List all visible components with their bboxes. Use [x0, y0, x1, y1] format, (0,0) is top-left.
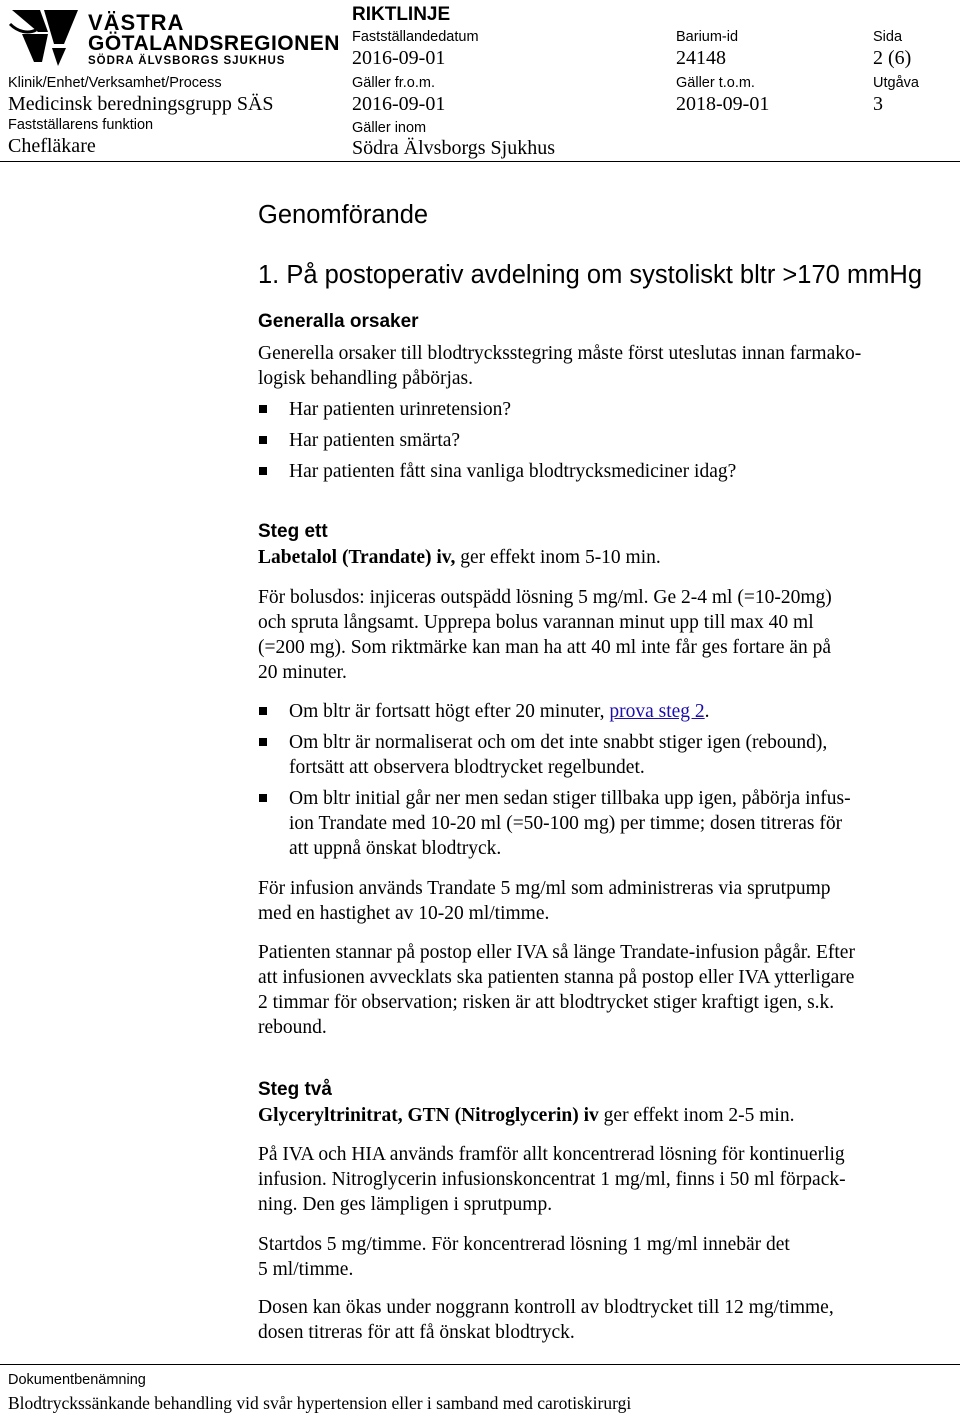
list-item — [258, 699, 851, 724]
list-item — [258, 459, 736, 484]
list-item-text-line3: att uppnå önskat blodtryck. — [289, 838, 502, 859]
list-item — [258, 786, 851, 861]
steg1-bullets — [258, 699, 851, 861]
header-divider — [0, 161, 960, 162]
infusion-line1: För infusion används Trandate 5 mg/ml som administreras via sprutpump — [258, 878, 831, 899]
bolus-line2: och spruta långsamt. Upprepa bolus varannan minut upp till max 40 ml — [258, 612, 814, 633]
section-heading-1: 1. På postoperativ avdelning om systoliskt bltr >170 mmHg — [258, 261, 923, 289]
barium-id: 24148 — [676, 47, 726, 69]
list-item-text: Om bltr är fortsatt högt efter 20 minuter, — [289, 701, 610, 722]
iva-line3: ning. Den ges lämpligen i sprutpump. — [258, 1194, 553, 1215]
heading-steg-tva: Steg två — [258, 1079, 332, 1100]
heading-steg-ett: Steg ett — [258, 521, 328, 542]
steg1-effect: ger effekt inom 5-10 min. — [455, 547, 661, 568]
label-utgava: Utgåva — [873, 75, 919, 91]
bolus-line4: 20 minuter. — [258, 662, 347, 683]
bolus-line1: För bolusdos: injiceras outspädd lösning 5 mg/ml. Ge 2-4 ml (=10-20mg) — [258, 587, 832, 608]
startdos-line2: 5 ml/timme. — [258, 1259, 354, 1280]
list-item-text: Har patienten fått sina vanliga blodtrycksmediciner idag? — [289, 461, 737, 482]
bullet-square-icon — [259, 436, 267, 444]
bullet-square-icon — [259, 794, 267, 802]
list-item-text-line2: fortsätt att observera blodtrycket regelbundet. — [289, 757, 645, 778]
bolus-line3: (=200 mg). Som riktmärke kan man ha att 40 ml inte får ges fortare än på — [258, 637, 832, 658]
stay-line3: 2 timmar för observation; risken är att blodtrycket stiger kraftigt igen, s.k. — [258, 992, 835, 1013]
bullet-square-icon — [259, 405, 267, 413]
logo-line1: VÄSTRA — [88, 10, 185, 35]
dose-line2: dosen titreras för att få önskat blodtryck. — [258, 1322, 575, 1343]
list-item — [258, 428, 736, 453]
logo-line2: GÖTALANDSREGIONEN — [88, 32, 340, 55]
list-item-text-end: . — [704, 701, 710, 722]
label-galler-from: Gäller fr.o.m. — [352, 75, 435, 91]
bullet-square-icon — [259, 707, 267, 715]
list-item — [258, 397, 736, 422]
list-item-text-line2: ion Trandate med 10-20 ml (=50-100 mg) per timme; dosen titreras för — [289, 813, 843, 834]
steg2-drug-line — [258, 1103, 794, 1128]
label-galler-tom: Gäller t.o.m. — [676, 75, 755, 91]
list-item-text-line1: Om bltr initial går ner men sedan stiger tillbaka upp igen, påbörja infus- — [289, 788, 851, 809]
region-logo-icon — [8, 4, 84, 70]
fastst-datum: 2016-09-01 — [352, 47, 446, 69]
logo — [8, 4, 340, 70]
steg1-drug: Labetalol (Trandate) iv, — [258, 547, 456, 568]
bullet-square-icon — [259, 738, 267, 746]
utgava: 3 — [873, 93, 883, 115]
sida: 2 (6) — [873, 47, 912, 69]
galler-from: 2016-09-01 — [352, 93, 446, 115]
dose-line1: Dosen kan ökas under noggrann kontroll av blodtrycket till 12 mg/timme, — [258, 1297, 834, 1318]
label-galler-inom: Gäller inom — [352, 120, 427, 136]
startdos-line1: Startdos 5 mg/timme. För koncentrerad lösning 1 mg/ml innebär det — [258, 1234, 790, 1255]
label-fastst-datum: Fastställandedatum — [352, 29, 479, 45]
galler-inom: Södra Älvsborgs Sjukhus — [352, 137, 555, 159]
label-funktion: Fastställarens funktion — [8, 117, 154, 133]
footer-doc-label: Dokumentbenämning — [8, 1372, 146, 1388]
stay-line2: att infusionen avvecklats ska patienten stanna på postop eller IVA ytterligare — [258, 967, 855, 988]
label-barium: Barium-id — [676, 29, 739, 45]
steg2-drug: Glyceryltrinitrat, GTN (Nitroglycerin) iv — [258, 1105, 599, 1126]
list-item — [258, 730, 851, 780]
steg2-effect: ger effekt inom 2-5 min. — [598, 1105, 795, 1126]
bullet-square-icon — [259, 467, 267, 475]
label-sida: Sida — [873, 29, 903, 45]
doc-type: RIKTLINJE — [352, 4, 451, 25]
stay-line4: rebound. — [258, 1017, 327, 1038]
list-item-text-line1: Om bltr är normaliserat och om det inte snabbt stiger igen (rebound), — [289, 732, 828, 753]
stay-line1: Patienten stannar på postop eller IVA så länge Trandate-infusion pågår. Efter — [258, 942, 855, 963]
prova-steg-2-link[interactable]: prova steg 2 — [609, 701, 705, 722]
funktion: Chefläkare — [8, 135, 96, 157]
footer-divider — [0, 1364, 960, 1365]
klinik: Medicinsk beredningsgrupp SÄS — [8, 93, 274, 115]
heading-generella-orsaker: Generalla orsaker — [258, 311, 419, 332]
iva-line2: infusion. Nitroglycerin infusionskoncentrat 1 mg/ml, finns i 50 ml förpack- — [258, 1169, 846, 1190]
generella-text-line2: logisk behandling påbörjas. — [258, 368, 474, 389]
generella-text-line1: Generella orsaker till blodtrycksstegring måste först uteslutas innan farmako- — [258, 343, 862, 364]
logo-line3: SÖDRA ÄLVSBORGS SJUKHUS — [88, 55, 286, 67]
infusion-line2: med en hastighet av 10-20 ml/timme. — [258, 903, 550, 924]
page-title: Genomförande — [258, 201, 429, 229]
galler-tom: 2018-09-01 — [676, 93, 770, 115]
footer-doc-name: Blodtryckssänkande behandling vid svår hypertension eller i samband med carotiskirurgi — [8, 1393, 632, 1413]
generella-bullets — [258, 397, 736, 484]
iva-line1: På IVA och HIA används framför allt koncentrerad lösning för kontinuerlig — [258, 1144, 845, 1165]
list-item-text: Har patienten urinretension? — [289, 399, 511, 420]
label-klinik: Klinik/Enhet/Verksamhet/Process — [8, 75, 222, 91]
list-item-text: Har patienten smärta? — [289, 430, 461, 451]
steg1-drug-line — [258, 545, 661, 570]
